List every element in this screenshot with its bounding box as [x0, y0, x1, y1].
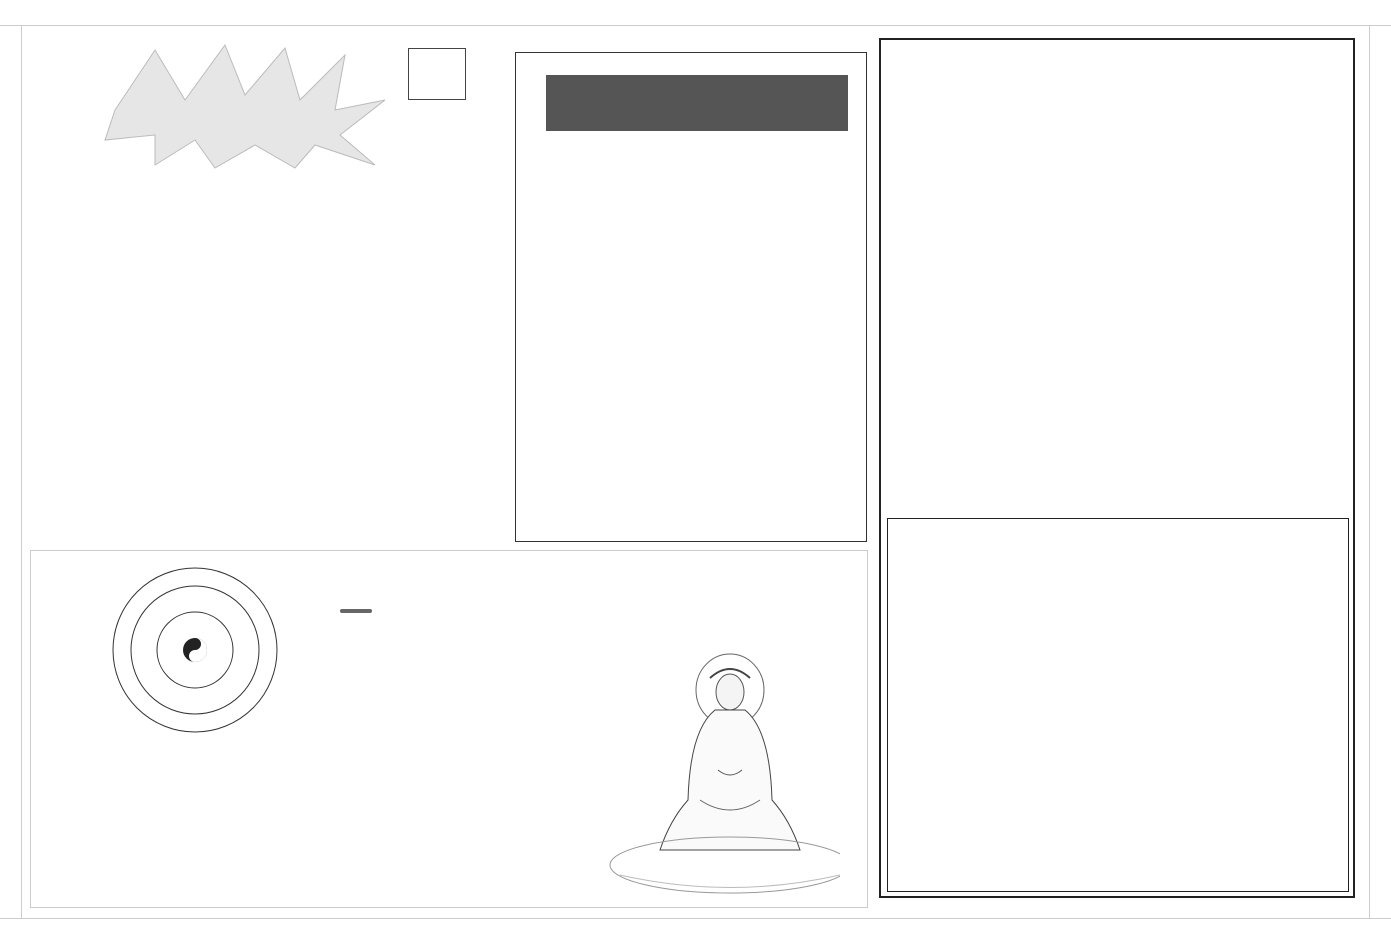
bottom-border-strip — [0, 918, 1391, 944]
xuanji-title — [340, 575, 384, 640]
left-border-strip — [0, 26, 22, 918]
star-grid — [887, 518, 1349, 892]
poem-columns — [556, 173, 846, 523]
nine-palace-panel — [879, 38, 1355, 898]
xuanji-vertical-text — [400, 708, 520, 888]
bagua-diagram — [95, 565, 325, 745]
zodiac-poem-box — [515, 52, 867, 542]
provider-box — [408, 48, 466, 100]
title-oval — [340, 609, 372, 613]
provider-char — [409, 49, 437, 74]
poem-header — [546, 75, 848, 131]
provider-char — [409, 74, 437, 99]
top-border-strip — [0, 0, 1391, 26]
right-border-strip — [1369, 26, 1391, 918]
burst-decoration — [95, 40, 395, 170]
provider-char — [437, 49, 465, 74]
provider-char — [437, 74, 465, 99]
guanyin-figure-image — [600, 650, 840, 900]
